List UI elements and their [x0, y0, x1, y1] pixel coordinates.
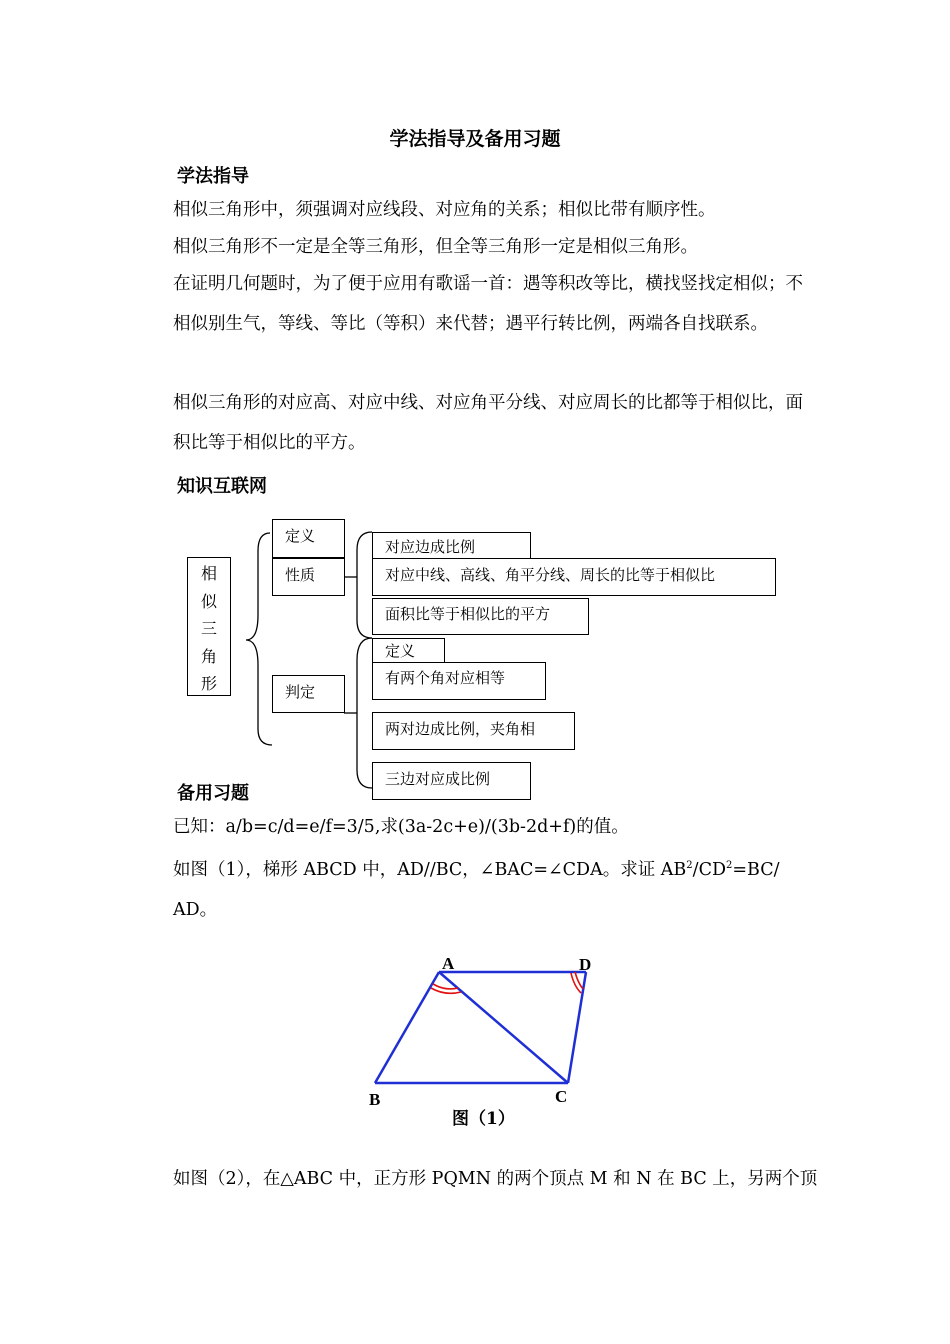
paragraph-3: 在证明几何题时，为了便于应用有歌谣一首：遇等积改等比，横找竖找定相似；不相似别生气，等线、等比（等积）来代替；遇平行转比例，两端各自找联系。 [173, 274, 803, 334]
angle-marks [431, 972, 583, 993]
label-B: B [369, 1090, 381, 1109]
segment-AB [375, 972, 439, 1083]
exercise-3: 如图（2），在△ABC 中，正方形 PQMN 的两个顶点 M 和 N 在 BC 上，另两个顶 [173, 1169, 818, 1189]
page-title: 学法指导及备用习题 [389, 128, 561, 150]
judgment-item-1: 定义 [372, 638, 445, 662]
property-item-2: 对应中线、高线、角平分线、周长的比等于相似比 [372, 558, 776, 596]
exercise-2-line-1: 如图（1），梯形 ABCD 中，AD//BC，∠BAC=∠CDA。求证 $AB^2/CD^2=BC/$ [173, 859, 780, 880]
label-D: D [579, 955, 592, 974]
judgment-brace [357, 638, 372, 788]
figure-1-caption: 图（1） [452, 1109, 515, 1129]
judgment-item-2: 有两个角对应相等 [372, 662, 546, 700]
exercise-1: 已知：a/b=c/d=e/f=3/5,求(3a-2c+e)/(3b-2d+f)的值。 [173, 817, 629, 837]
section-heading-study-guide: 学法指导 [177, 166, 249, 187]
label-A: A [442, 954, 455, 973]
property-item-3: 面积比等于相似比的平方 [372, 598, 589, 635]
paragraph-4: 相似三角形的对应高、对应中线、对应角平分线、对应周长的比都等于相似比，面积比等于相似比的平方。 [173, 393, 803, 453]
judgment-item-3: 两对边成比例，夹角相 [372, 712, 575, 750]
root-node-similar-triangles: 相 似 三 角 形 [187, 557, 231, 696]
node-judgment: 判定 [272, 675, 345, 713]
exercise-2-line-2: AD。 [173, 900, 218, 920]
root-brace [246, 533, 272, 745]
judgment-item-4: 三边对应成比例 [372, 762, 531, 800]
node-property: 性质 [272, 558, 345, 596]
label-C: C [555, 1087, 568, 1106]
paragraph-1: 相似三角形中，须强调对应线段、对应角的关系；相似比带有顺序性。 [173, 200, 716, 220]
section-heading-knowledge-map: 知识互联网 [177, 476, 267, 497]
node-definition: 定义 [272, 519, 345, 558]
paragraph-2: 相似三角形不一定是全等三角形，但全等三角形一定是相似三角形。 [173, 237, 698, 257]
property-brace [357, 532, 372, 638]
segment-AC [439, 972, 568, 1083]
section-heading-exercises: 备用习题 [177, 783, 249, 804]
property-item-1: 对应边成比例 [372, 532, 531, 559]
